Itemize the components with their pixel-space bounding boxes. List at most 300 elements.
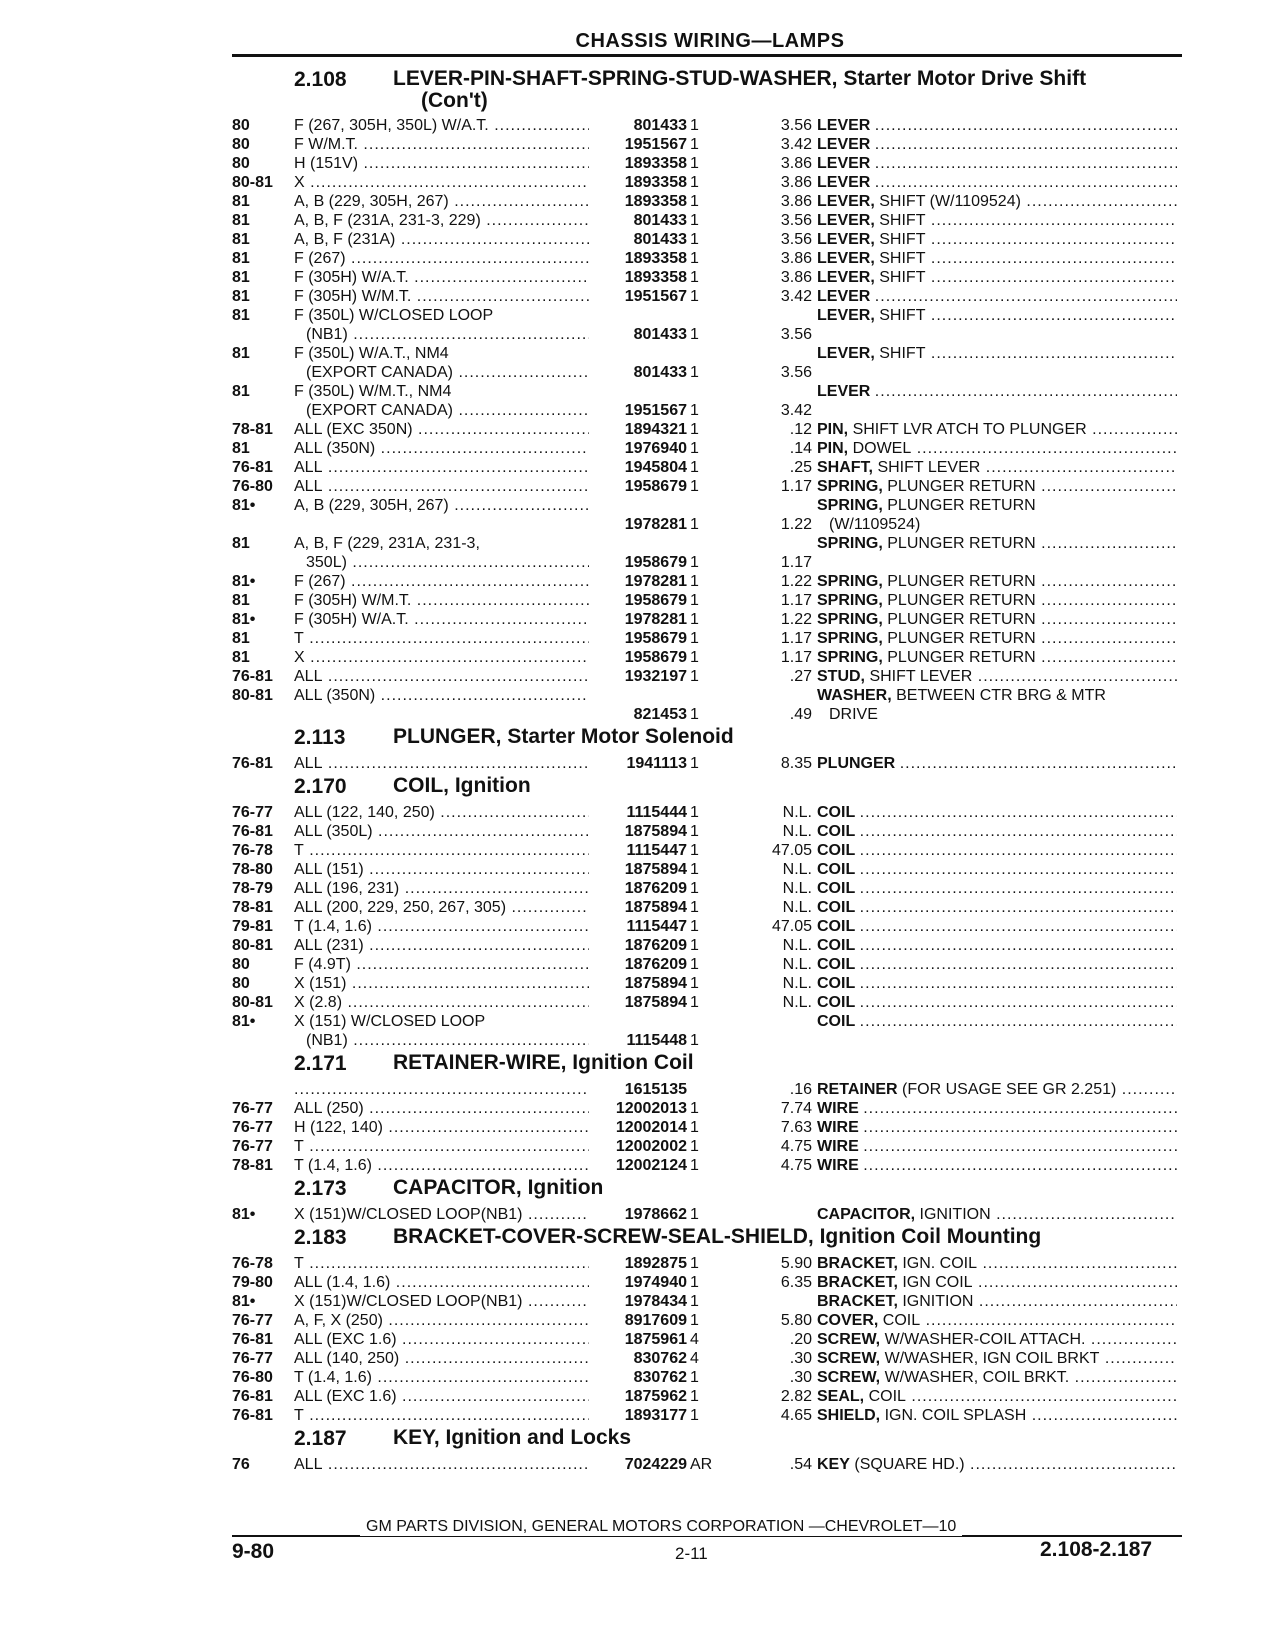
- price: 3.56: [780, 212, 812, 229]
- quantity: 1: [690, 136, 699, 153]
- price: 47.05: [771, 918, 812, 935]
- application-line: ALL (350N) .....: [294, 687, 589, 704]
- description: [817, 306, 1177, 325]
- section-category: KEY,: [393, 1426, 440, 1449]
- part-detail: [875, 117, 1177, 134]
- part-detail: PLUNGER RETURN: [887, 497, 1036, 514]
- part-detail: [860, 975, 1177, 992]
- part-number: 1976940: [624, 440, 687, 457]
- description-line: [817, 649, 1177, 666]
- table-row: [232, 974, 1182, 993]
- table-row: [232, 572, 1182, 591]
- footer-publisher: GM PARTS DIVISION, GENERAL MOTORS CORPORATION —CHEVROLET—10: [360, 1518, 962, 1536]
- application: [294, 287, 589, 306]
- quantity: 1: [690, 1100, 699, 1117]
- description-line: [817, 861, 1177, 878]
- model-year: 76: [232, 1456, 250, 1473]
- part-number: 1958679: [624, 554, 687, 571]
- price: 4.75: [780, 1157, 812, 1174]
- price: 1.17: [780, 478, 812, 495]
- part-detail: COIL .....: [883, 1312, 1177, 1329]
- part-number: 1978434: [624, 1293, 687, 1310]
- part-detail: SHIFT .....: [879, 269, 1177, 286]
- description: [817, 1118, 1177, 1137]
- part-number: 1893177: [624, 1407, 687, 1424]
- table-row: [232, 249, 1182, 268]
- description-line: [817, 975, 1177, 992]
- description-line: [817, 630, 1177, 647]
- application: [294, 1156, 589, 1175]
- description-line: [817, 383, 1177, 400]
- model-year: 76-77: [232, 1350, 273, 1367]
- model-year: 80-81: [232, 937, 273, 954]
- model-year: 76-80: [232, 478, 273, 495]
- model-year: 81: [232, 345, 250, 362]
- part-number: 1115447: [626, 918, 687, 935]
- part-detail: SHIFT .....: [879, 307, 1177, 324]
- application: [294, 306, 589, 344]
- quantity: 1: [690, 421, 699, 438]
- table-row: [232, 458, 1182, 477]
- part-name: LEVER: [817, 288, 871, 305]
- price: N.L.: [782, 975, 812, 992]
- application-line: X (151)W/CLOSED LOOP(NB1) .....: [294, 1293, 589, 1310]
- part-number: 1893358: [624, 250, 687, 267]
- application-line: ALL (200, 229, 250, 267, 305) .....: [294, 899, 589, 916]
- table-row: [232, 211, 1182, 230]
- part-detail: SHIFT LVR ATCH TO PLUNGER .....: [853, 421, 1177, 438]
- model-year: 76-78: [232, 1255, 273, 1272]
- table-row: [232, 860, 1182, 879]
- part-detail: [875, 174, 1177, 191]
- part-number: 1876209: [624, 880, 687, 897]
- price: 3.42: [780, 288, 812, 305]
- part-name: WIRE: [817, 1157, 859, 1174]
- part-number: 1951567: [624, 288, 687, 305]
- description: [817, 344, 1177, 363]
- model-year: 81: [232, 212, 250, 229]
- part-name: WIRE: [817, 1119, 859, 1136]
- part-detail: SHIFT LEVER .....: [869, 668, 1177, 685]
- application-line: T .....: [294, 842, 589, 859]
- model-year: 81•: [232, 573, 256, 590]
- part-name: LEVER: [817, 174, 871, 191]
- part-detail: IGN. COIL .....: [902, 1255, 1177, 1272]
- description: [817, 629, 1177, 648]
- model-year: 78-81: [232, 421, 273, 438]
- model-year: 80: [232, 956, 250, 973]
- application-line: ALL (196, 231) .....: [294, 880, 589, 897]
- part-name: LEVER,: [817, 345, 875, 362]
- model-year: 81: [232, 649, 250, 666]
- quantity: 1: [690, 440, 699, 457]
- part-number: 1958679: [624, 592, 687, 609]
- part-number: 1945804: [624, 459, 687, 476]
- price: .16: [789, 1081, 812, 1098]
- part-number: 1876209: [624, 956, 687, 973]
- part-name: LEVER: [817, 136, 871, 153]
- application: [294, 154, 589, 173]
- description-line: [817, 1081, 1177, 1098]
- application: [294, 898, 589, 917]
- part-detail: SHIFT LEVER .....: [877, 459, 1177, 476]
- section-title: [393, 1177, 1173, 1199]
- part-detail: [860, 937, 1177, 954]
- application-line: ALL (350L) .....: [294, 823, 589, 840]
- application-line: ALL (EXC 1.6) .....: [294, 1388, 589, 1405]
- part-detail: [860, 994, 1177, 1011]
- application-line: A, F, X (250) .....: [294, 1312, 589, 1329]
- application-line: T .....: [294, 1255, 589, 1272]
- quantity: 1: [690, 212, 699, 229]
- table-row: [232, 1012, 1182, 1050]
- application-line: F (305H) W/A.T. .....: [294, 269, 589, 286]
- quantity: 4: [690, 1331, 699, 1348]
- description-line: [817, 937, 1177, 954]
- part-name: SCREW,: [817, 1369, 881, 1386]
- part-name: LEVER: [817, 383, 871, 400]
- quantity: 1: [690, 364, 699, 381]
- description: [817, 1205, 1177, 1224]
- application-line: F (350L) W/CLOSED LOOP: [294, 307, 494, 324]
- part-name: COIL: [817, 861, 856, 878]
- part-detail: PLUNGER RETURN .....: [887, 535, 1177, 552]
- application: [294, 803, 589, 822]
- section-number: 2.173: [294, 1177, 347, 1200]
- part-detail: [875, 136, 1177, 153]
- application-line: A, B, F (231A) .....: [294, 231, 589, 248]
- part-number: 801433: [633, 212, 687, 229]
- part-number: 1894321: [624, 421, 687, 438]
- table-row: [232, 955, 1182, 974]
- part-number: 830762: [633, 1350, 687, 1367]
- section-subtitle: Ignition: [454, 774, 531, 797]
- quantity: 1: [690, 193, 699, 210]
- application: [294, 1406, 589, 1425]
- part-name: PIN,: [817, 421, 849, 438]
- section-header: [232, 1427, 1182, 1455]
- application-line: T .....: [294, 1138, 589, 1155]
- table-row: [232, 1205, 1182, 1224]
- section-title: [393, 1226, 1173, 1248]
- description-line: [817, 1119, 1177, 1136]
- application-line: F (267) .....: [294, 573, 589, 590]
- description-line: [817, 804, 1177, 821]
- part-number: 1115448: [626, 1032, 687, 1049]
- application-line: A, B (229, 305H, 267) .....: [294, 193, 589, 210]
- part-number: 801433: [633, 326, 687, 343]
- part-number: 1958679: [624, 630, 687, 647]
- description-line: [817, 497, 1036, 514]
- application-line: ALL (EXC 1.6) .....: [294, 1331, 589, 1348]
- application-line: ALL (1.4, 1.6) .....: [294, 1274, 589, 1291]
- header-rule: [232, 54, 1182, 57]
- section-subtitle: Ignition Coil: [572, 1051, 694, 1074]
- table-row: [232, 116, 1182, 135]
- part-name: SPRING,: [817, 649, 883, 666]
- table-row: [232, 306, 1182, 344]
- page-title: CHASSIS WIRING—LAMPS: [575, 30, 845, 52]
- application-line: A, B, F (229, 231A, 231-3,: [294, 535, 480, 552]
- description-line: [817, 269, 1177, 286]
- model-year: 81•: [232, 611, 256, 628]
- description-line: [817, 117, 1177, 134]
- quantity: AR: [690, 1456, 713, 1473]
- table-row: [232, 496, 1182, 534]
- description-line: [817, 842, 1177, 859]
- application-line: ALL (151) .....: [294, 861, 589, 878]
- application-line: T (1.4, 1.6) .....: [294, 918, 589, 935]
- section-category: LEVER-PIN-SHAFT-SPRING-STUD-WASHER,: [393, 67, 838, 90]
- part-name: PLUNGER: [817, 755, 896, 772]
- application-line-2: (NB1) .....: [294, 1031, 589, 1050]
- part-name: SPRING,: [817, 630, 883, 647]
- description: [817, 382, 1177, 401]
- description-line: [817, 288, 1177, 305]
- price: .54: [789, 1456, 812, 1473]
- application: [294, 1349, 589, 1368]
- section-category: RETAINER-WIRE,: [393, 1051, 567, 1074]
- price: 3.86: [780, 250, 812, 267]
- description: [817, 610, 1177, 629]
- description: [817, 1349, 1177, 1368]
- quantity: 1: [690, 459, 699, 476]
- section-header: [232, 726, 1182, 754]
- application: [294, 1205, 589, 1224]
- model-year: 76-81: [232, 1331, 273, 1348]
- application: [294, 1311, 589, 1330]
- part-number: 1932197: [624, 668, 687, 685]
- application: [294, 974, 589, 993]
- description-line: [817, 1293, 1177, 1310]
- application: [294, 116, 589, 135]
- application-line: ALL .....: [294, 478, 589, 495]
- model-year: 81•: [232, 1013, 256, 1030]
- price: 7.74: [780, 1100, 812, 1117]
- table-row: [232, 629, 1182, 648]
- application: [294, 841, 589, 860]
- table-row: [232, 1118, 1182, 1137]
- part-name: COIL: [817, 880, 856, 897]
- application: [294, 249, 589, 268]
- description: [817, 974, 1177, 993]
- part-number: 1875962: [624, 1388, 687, 1405]
- part-name: SPRING,: [817, 611, 883, 628]
- part-number: 1893358: [624, 269, 687, 286]
- application-line: ALL (140, 250) .....: [294, 1350, 589, 1367]
- description: [817, 898, 1177, 917]
- description: [817, 192, 1177, 211]
- part-name: KEY: [817, 1456, 850, 1473]
- price: .14: [789, 440, 812, 457]
- application-line: ALL .....: [294, 755, 589, 772]
- part-detail: [860, 918, 1177, 935]
- description: [817, 879, 1177, 898]
- part-name: CAPACITOR,: [817, 1206, 916, 1223]
- application-line: X (2.8) .....: [294, 994, 589, 1011]
- application: [294, 754, 589, 773]
- table-row: [232, 1406, 1182, 1425]
- part-detail: [860, 880, 1177, 897]
- table-row: [232, 1330, 1182, 1349]
- quantity: 1: [690, 956, 699, 973]
- part-number: 1958679: [624, 649, 687, 666]
- model-year: 80-81: [232, 687, 273, 704]
- quantity: 1: [690, 1138, 699, 1155]
- quantity: 1: [690, 937, 699, 954]
- part-detail: IGNITION .....: [920, 1206, 1177, 1223]
- model-year: 81: [232, 440, 250, 457]
- table-row: [232, 610, 1182, 629]
- price: 5.80: [780, 1312, 812, 1329]
- application: [294, 822, 589, 841]
- part-name: LEVER,: [817, 231, 875, 248]
- application: [294, 1455, 589, 1474]
- part-number: 1875894: [624, 823, 687, 840]
- model-year: 81: [232, 231, 250, 248]
- application-line-2: 350L) .....: [294, 553, 589, 572]
- description-line: [817, 880, 1177, 897]
- section-number: 2.113: [294, 726, 346, 749]
- model-year: 81: [232, 535, 250, 552]
- part-detail: COIL .....: [869, 1388, 1177, 1405]
- part-name: RETAINER: [817, 1081, 898, 1098]
- description: [817, 667, 1177, 686]
- quantity: 1: [690, 269, 699, 286]
- quantity: 1: [690, 1032, 699, 1049]
- application-line-2: (EXPORT CANADA) .....: [294, 401, 589, 420]
- table-row: [232, 754, 1182, 773]
- application-line: ALL (250) .....: [294, 1100, 589, 1117]
- table-row: [232, 230, 1182, 249]
- model-year: 78-81: [232, 1157, 273, 1174]
- description-line: [817, 1456, 1177, 1473]
- section-subtitle: Starter Motor Drive Shift: [843, 67, 1087, 90]
- part-number: 1115444: [626, 804, 687, 821]
- part-detail: [900, 755, 1177, 772]
- part-number: 12002013: [615, 1100, 687, 1117]
- price: 3.56: [780, 364, 812, 381]
- part-name: LEVER: [817, 117, 871, 134]
- part-detail: DOWEL .....: [853, 440, 1177, 457]
- application: [294, 993, 589, 1012]
- description: [817, 841, 1177, 860]
- price: 2.82: [780, 1388, 812, 1405]
- model-year: 81•: [232, 1206, 256, 1223]
- application-line-2: (NB1) .....: [294, 325, 589, 344]
- part-number: 801433: [633, 231, 687, 248]
- model-year: 81•: [232, 1293, 256, 1310]
- description: [817, 458, 1177, 477]
- model-year: 80-81: [232, 174, 273, 191]
- description: [817, 173, 1177, 192]
- price: N.L.: [782, 956, 812, 973]
- description: [817, 1406, 1177, 1425]
- price: 1.22: [780, 573, 812, 590]
- price: N.L.: [782, 804, 812, 821]
- part-name: COIL: [817, 804, 856, 821]
- description-line: [817, 956, 1177, 973]
- part-number: 1974940: [624, 1274, 687, 1291]
- description-line: [817, 440, 1177, 457]
- quantity: 1: [690, 250, 699, 267]
- quantity: 1: [690, 1388, 699, 1405]
- part-detail: SHIFT .....: [879, 250, 1177, 267]
- application: [294, 420, 589, 439]
- model-year: 81: [232, 288, 250, 305]
- part-detail: SHIFT .....: [879, 212, 1177, 229]
- part-name: LEVER,: [817, 212, 875, 229]
- part-detail: SHIFT .....: [879, 231, 1177, 248]
- application: [294, 860, 589, 879]
- description: [817, 1292, 1177, 1311]
- price: 8.35: [780, 755, 812, 772]
- quantity: 1: [690, 1206, 699, 1223]
- table-row: [232, 192, 1182, 211]
- description: [817, 287, 1177, 306]
- price: .20: [789, 1331, 812, 1348]
- model-year: 79-80: [232, 1274, 273, 1291]
- application-line: F (305H) W/M.T. .....: [294, 592, 589, 609]
- description-line: [817, 174, 1177, 191]
- model-year: 81: [232, 250, 250, 267]
- model-year: 78-81: [232, 899, 273, 916]
- model-year: 76-78: [232, 842, 273, 859]
- price: N.L.: [782, 937, 812, 954]
- price: 47.05: [771, 842, 812, 859]
- quantity: 1: [690, 630, 699, 647]
- price: 5.90: [780, 1255, 812, 1272]
- table-row: [232, 1099, 1182, 1118]
- part-name: LEVER,: [817, 269, 875, 286]
- application-line: [294, 1081, 589, 1098]
- table-row: [232, 879, 1182, 898]
- application-line: X (151) W/CLOSED LOOP: [294, 1013, 486, 1030]
- application: [294, 917, 589, 936]
- part-number: 1875894: [624, 899, 687, 916]
- description: [817, 1156, 1177, 1175]
- description-line: [817, 1138, 1177, 1155]
- model-year: 79-81: [232, 918, 273, 935]
- part-number: 7024229: [624, 1456, 687, 1473]
- table-row: [232, 686, 1182, 724]
- quantity: 1: [690, 402, 699, 419]
- table-row: [232, 154, 1182, 173]
- table-row: [232, 439, 1182, 458]
- part-detail: [875, 383, 1177, 400]
- price: .30: [789, 1350, 812, 1367]
- part-number: 1875894: [624, 994, 687, 1011]
- part-number: 1615135: [624, 1081, 687, 1098]
- table-row: [232, 287, 1182, 306]
- application: [294, 667, 589, 686]
- description-line: [817, 1312, 1177, 1329]
- quantity: 1: [690, 823, 699, 840]
- section-subtitle: Starter Motor Solenoid: [507, 725, 734, 748]
- application: [294, 955, 589, 974]
- table-row: [232, 382, 1182, 420]
- table-row: [232, 1455, 1182, 1474]
- application: [294, 1118, 589, 1137]
- part-name: SHAFT,: [817, 459, 873, 476]
- model-year: 76-81: [232, 1407, 273, 1424]
- application-line: ALL (350N) .....: [294, 440, 589, 457]
- table-row: [232, 135, 1182, 154]
- part-detail: [863, 1100, 1177, 1117]
- application: [294, 1273, 589, 1292]
- application: [294, 686, 589, 705]
- description-line: [817, 1369, 1177, 1386]
